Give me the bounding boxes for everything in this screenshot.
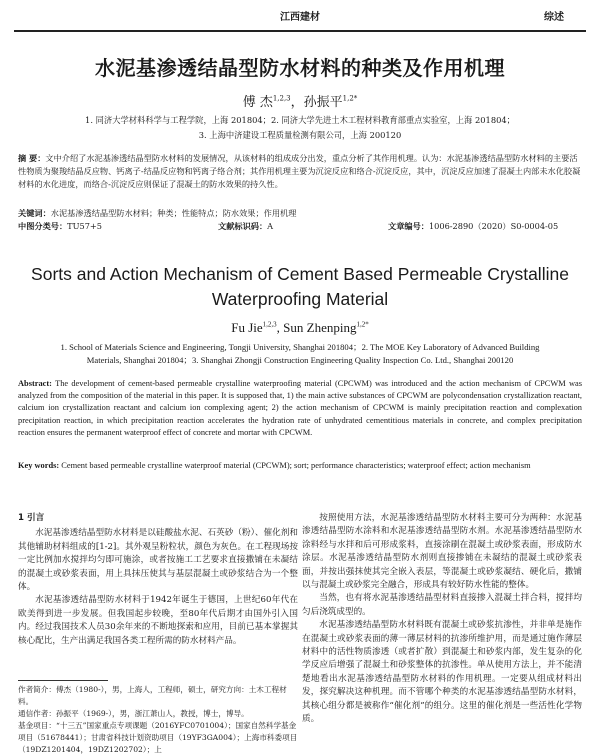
footnote-correspondence: 通信作者：孙振平（1969-），男，浙江萧山人，教授，博士，博导。 [18,709,249,718]
author-2: 孙振平 [303,95,343,110]
body-left-column [18,512,298,648]
keywords-label: 关键词： [18,208,51,218]
running-header [0,8,600,26]
chinese-authors: 傅 杰$^{1,2,3}$，孙振平$^{1,2*}$ [242,94,358,110]
english-abstract [18,378,582,439]
english-affiliation-2: Materials, Shanghai 201804；3. Shanghai Zhongji Construction Engineering Quality Inspection Co. Ltd., Shanghai 200120 [86,355,514,365]
left-paragraph-1: 水泥基渗透结晶型防水材料是以硅酸盐水泥、石英砂（粉）、催化剂和其他辅助材料组成的[1-2]。其外观呈粉粒状，颜色为灰色。在工程现场按一定比例加水搅拌均匀即可施涂，或者按施工工艺要求直接撒铺在未凝结的混凝土或砂浆表面，用上具抹压使其与基层混凝土或砂浆结合为一个整体。 [18,528,298,593]
document-code: 文献标识码：A [218,221,274,231]
en-author-2-aff: 1,2* [356,320,369,329]
english-keywords [18,460,582,472]
en-abstract-label: Abstract: [18,379,52,388]
english-authors: Fu Jie$^{1,2,3}$, Sun Zhenping$^{1,2*}$ [231,320,369,335]
en-author-1-aff: 1,2,3 [262,320,277,329]
chinese-affiliation-1: 1. 同济大学材料科学与工程学院，上海 201804；2. 同济大学先进土木工程材料教育部重点实验室，上海 201804； [85,115,515,125]
footnote-author: 作者简介：傅杰（1980-），男，上海人，工程师，硕士，研究方向：土木工程材料。 [18,685,287,706]
abstract-text: 文中介绍了水泥基渗透结晶型防水材料的发展情况，从该材料的组成成分出发，重点分析了其作用机理。认为：水泥基渗透结晶型防水材料的主要活性物质为聚羧结晶反应物、钙离子-结晶反应物和钙离子络合剂；其作用机理主要为沉淀反应和络合-沉淀反应，其中，沉淀反应加速了混凝土内部未水化胶凝材料的水化进度，而络合-沉淀反应则保证了混凝土的防水效果的持久性。 [18,153,581,189]
footnote-funding: 基金项目：“十三五”国家重点专项课题（2016YFC0701004）；国家自然科学基金项目（51678441）；甘肃省科技计划资助项目（19YF3GA004）；上海市科委项目（19DZ1201404，19DZ1202702）；上 [18,721,298,754]
english-affiliation-1: 1. School of Materials Science and Engineering, Tongji University, Shanghai 201804；2. The MOE Key Laboratory of Advanced Building [60,342,540,352]
chinese-affiliation-2: 3. 上海中济建设工程质量检测有限公司，上海 200120 [198,130,402,140]
header-rule [14,30,586,32]
en-abstract-text: The development of cement-based permeable crystalline waterproofing material (CPCWM) was introduced and the action mechanism of CPCWM was analyzed from the composition of the material in this paper. It is supposed that, 1) the main active substances of CPCWM are polycondensation crystallization reactant, calcium ion crystallization reactant and calcium ion complexing agent; 2) the action mechanism of CPCWM is mainly precipitation reaction and complexation precipitation reaction, in which precipitation reaction accelerates the hydration rate of unhydrated cementitious materials in concrete, and complex precipitation reaction ensures the permanent waterproof effect of concrete and mortar with CPCWM. [18,379,582,437]
author-1: 傅 杰 [242,95,273,110]
en-keywords-label: Key words: [18,461,60,470]
section-label: 综述 [544,12,564,23]
right-paragraph-2: 当然，也有将水泥基渗透结晶型材料直接掺入混凝土拌合料，搅拌均匀后浇筑成型的。 [302,593,582,617]
english-title-line-2: Waterproofing Material [211,289,389,309]
footnote-rule [18,680,108,681]
english-title [0,262,600,312]
body-right-column [302,512,582,727]
chinese-title: 水泥基渗透结晶型防水材料的种类及作用机理 [95,56,505,80]
en-author-2: Sun Zhenping [283,320,357,335]
abstract-label: 摘 要： [18,153,46,163]
clc-number: 中图分类号：TU57+5 [18,221,102,231]
right-paragraph-1: 按照使用方法，水泥基渗透结晶型防水材料主要可分为两种：水泥基渗透结晶型防水涂料和水泥基渗透结晶型防水剂。水泥基渗透结晶型防水涂料经与水拌和后可形成浆料，直接涂刷在混凝土或砂浆表面，形成防水涂层。水泥基渗透结晶型防水剂则直接掺铺在未凝结的混凝土或砂浆表面，并按出强抹使其完全嵌入表层，等混凝土或砂浆凝结、硬化后，撒铺以与混凝土或砂浆完全融合，形成具有较好防水性能的整体。 [302,513,582,591]
left-paragraph-2: 水泥基渗透结晶型防水材料于1942年诞生于德国，上世纪60年代在欧美得到进一步发展。但我国起步较晚，至80年代后期才由国外引入国内。经过我国技术人员30余年来的不断地探索和应用，目前已基本掌握其核心配比，生产出满足我国各类工程所需的防水材料产品。 [18,595,298,646]
en-keywords-text: Cement based permeable crystalline waterproof material (CPCWM); sort; performance characteristics; waterproof effect; action mechanism [61,461,531,470]
english-title-line-1: Sorts and Action Mechanism of Cement Based Permeable Crystalline [31,264,569,284]
article-number: 文章编号：1006-2890（2020）S0-0004-05 [388,221,559,231]
right-paragraph-3: 水泥基渗透结晶型防水材料既有混凝土或砂浆抗渗性，并非单是施作在混凝土或砂浆表面的薄一薄层材料的抗渗所维护用，而是通过施作薄层材料中的活性物质渗透（或者扩散）到混凝土和砂浆内部，发生复杂的化学反应后增强了混凝土和砂浆整体的抗渗性。单从使用方法上，并不能清楚地看出水泥基渗透结晶型防水材料的作用机理。一定要从组成材料出发，探究解决这种机理。而不管哪个种类的水泥基渗透结晶型防水材料，其核心组分都是被称作“催化剂”的组分。这里的催化剂是一些活性化学物质。 [302,620,582,725]
section-1-heading: 1 引言 [18,513,45,523]
footnotes [18,684,298,756]
author-1-aff: 1,2,3 [272,94,291,103]
chinese-abstract [18,152,582,191]
author-2-aff: 1,2* [342,94,358,103]
keywords-text: 水泥基渗透结晶型防水材料；种类；性能特点；防水效果；作用机理 [50,208,297,218]
chinese-keywords [18,207,582,220]
en-author-1: Fu Jie [231,320,263,335]
classification-row [18,221,582,233]
journal-name: 江西建材 [280,12,320,23]
